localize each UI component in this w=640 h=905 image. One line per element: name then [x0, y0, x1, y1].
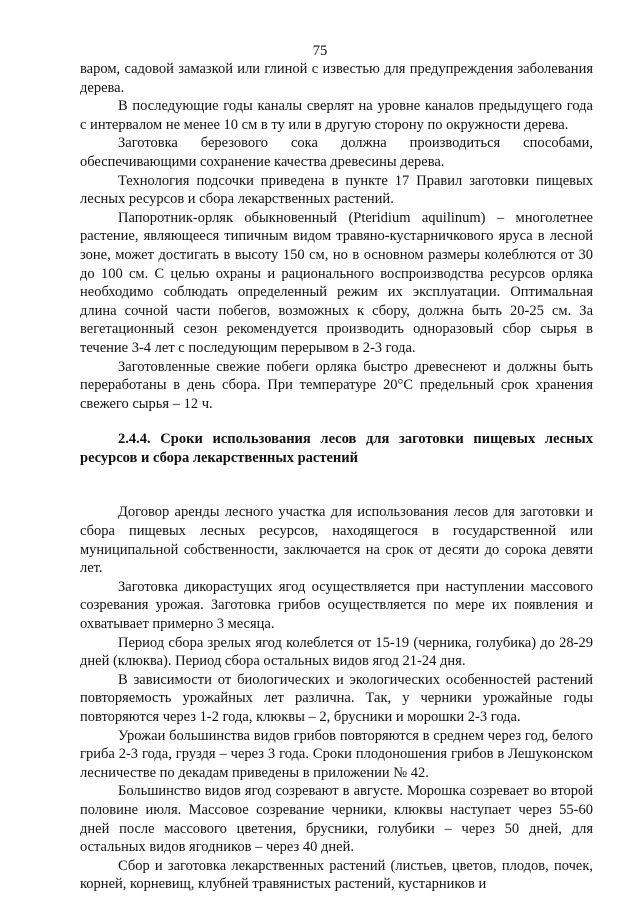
paragraph: Сбор и заготовка лекарственных растений (листьев, цветов, плодов, почек, корней, корневищ, клубней травянистых растений, кустарников и — [80, 857, 593, 893]
paragraph: В зависимости от биологических и экологических особенностей растений повторяемость урожайных лет различна. Так, у черники урожайные годы повторяются через 1-2 года, клюквы – 2, брусники и морошки 2-3 года. — [80, 671, 593, 725]
paragraph: Договор аренды лесного участка для использования лесов для заготовки и сбора пищевых лесных ресурсов, находящегося в государственной или муниципальной собственности, заключается на срок от десяти до сорока девяти лет. — [80, 504, 593, 577]
paragraph: варом, садовой замазкой или глиной с известью для предупреждения заболевания дерева. — [80, 61, 593, 96]
paragraph: Большинство видов ягод созревают в августе. Морошка созревает во второй половине июля. Массовое созревание черники, клюквы наступает через 55-60 дней после массового цветения, брусники, голубики – через 50 дней, для остальных видов ягодников – через 40 дней. — [80, 783, 593, 856]
section-heading: 2.4.4. Сроки использования лесов для заготовки пищевых лесных ресурсов и сбора лекарственных растений — [80, 431, 593, 466]
paragraph: В последующие годы каналы сверлят на уровне каналов предыдущего года с интервалом не менее 10 см в ту или в другую сторону по окружности дерева. — [80, 98, 593, 133]
document-body — [80, 60, 593, 894]
paragraph: Период сбора зрелых ягод колеблется от 15-19 (черника, голубика) до 28-29 дней (клюква). Период сбора остальных видов ягод 21-24 дня. — [80, 634, 593, 670]
page-number: 75 — [312, 43, 328, 59]
paragraph: Папоротник-орляк обыкновенный (Pteridium aquilinum) – многолетнее растение, являющееся типичным видом травяно-кустарничкового яруса в лесной зоне, может достигать в высоту 150 см, но в основном размеры колеблются от 30 до 100 см. С целью охраны и рационального воспроизводства ресурсов орляка необходимо соблюдать определенный режим их эксплуатации. Оптимальная длина сочной части побегов, возможных к сбору, должна быть 20-25 см. За вегетационный сезон рекомендуется производить одноразовый сбор сырья в течение 3-4 лет с последующим перерывом в 2-3 года. — [80, 209, 593, 356]
paragraph: Урожаи большинства видов грибов повторяются в среднем через год, белого гриба 2-3 года, груздя – через 3 года. Сроки плодоношения грибов в Лешуконском лесничестве по декадам приведены в приложении № 42. — [80, 727, 593, 781]
paragraph: Заготовленные свежие побеги орляка быстро древеснеют и должны быть переработаны в день сбора. При температуре 20°С предельный срок хранения свежего сырья – 12 ч. — [80, 358, 593, 412]
paragraph: Заготовка дикорастущих ягод осуществляется при наступлении массового созревания урожая. Заготовка грибов осуществляется по мере их появления и охватывает примерно 3 месяца. — [80, 578, 593, 633]
paragraph: Заготовка березового сока должна производиться способами, обеспечивающими сохранение качества древесины дерева. — [80, 135, 593, 170]
paragraph: Технология подсочки приведена в пункте 17 Правил заготовки пищевых лесных ресурсов и сбора лекарственных растений. — [80, 172, 593, 208]
